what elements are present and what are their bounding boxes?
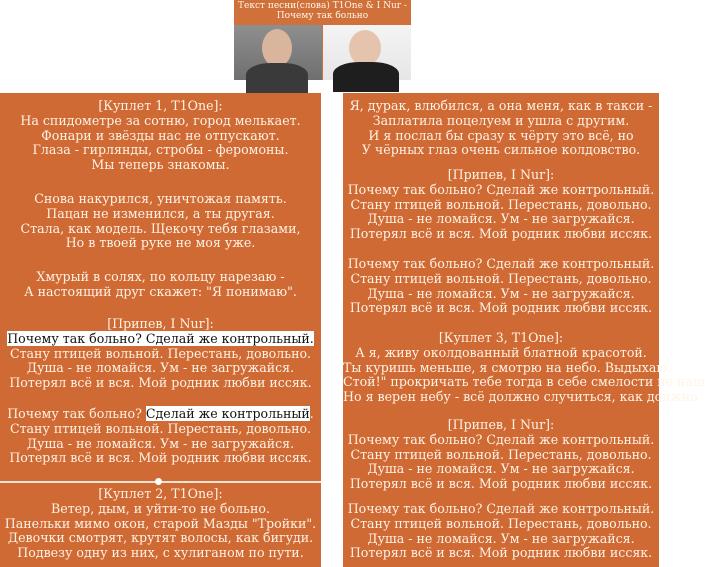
verse-line: Но в твоей руке не моя уже. (65, 235, 256, 251)
verse-line: Снова накурился, уничтожая память. (34, 191, 287, 206)
verse-line: У чёрных глаз очень сильное колдовство. (361, 142, 641, 158)
verse-3 (343, 330, 705, 405)
chorus-line: Потерял всё и вся. Мой родник любви иссяк. (349, 300, 653, 316)
chorus-line: Стану птицей вольной. Перестань, довольно. (350, 270, 652, 286)
chorus-line: Душа - не ломайся. Ум - не загружайся. (367, 530, 635, 546)
song-header (234, 0, 411, 80)
chorus-line: Потерял всё и вся. Мой родник любви иссяк. (349, 226, 653, 242)
scroll-dot (155, 478, 162, 485)
verse-1-part-3 (0, 270, 321, 300)
chorus-line: Почему так больно? Сделай же контрольный. (347, 181, 655, 197)
chorus-label: [Припев, I Nur]: (447, 167, 555, 182)
artist-photo-t1one (234, 25, 322, 80)
verse-line: Стой!" прокричать тебе тогда в себе смелости не наш (343, 374, 705, 390)
highlighted-text: Почему так больно? Сделай же контрольный. (7, 330, 314, 346)
lyrics-column-left (0, 93, 321, 567)
verse-line: [Куплет 3, T1One]: (438, 330, 564, 345)
verse-line: Девочки смотрят, крутят волосы, как бигуди. (7, 530, 314, 546)
verse-2-end (343, 99, 659, 158)
verse-line: А я, живу околдованный блатной красотой. (355, 344, 647, 360)
chorus-line: Стану птицей вольной. Перестань, довольно. (9, 420, 312, 436)
artist-photo-i-nur (323, 25, 411, 80)
verse-line: Но я верен небу - всё должно случиться, как должно (343, 389, 698, 405)
chorus-line: Душа - не ломайся. Ум - не загружайся. (26, 360, 295, 376)
verse-line: Я, дурак, влюбился, а она меня, как в такси - (349, 98, 653, 113)
chorus-line: Душа - не ломайся. Ум - не загружайся. (367, 461, 635, 477)
chorus-5 (343, 418, 659, 492)
verse-2 (0, 487, 321, 561)
chorus-1 (0, 317, 321, 391)
verse-line: Пацан не изменился, а ты другая. (46, 205, 275, 221)
chorus-line: Стану птицей вольной. Перестань, довольно. (9, 345, 312, 361)
chorus-label: [Припев, I Nur]: (107, 316, 214, 331)
chorus-line: Почему так больно? Сделай же контрольный. (347, 431, 655, 447)
chorus-line: Почему так больно? Сделай же контрольный. (347, 501, 655, 516)
lyrics-column-right (343, 93, 705, 567)
chorus-label: [Припев, I Nur]: (447, 417, 555, 432)
chorus-line: Потерял всё и вся. Мой родник любви иссяк. (349, 545, 653, 561)
chorus-line: Почему так больно? Сделай же контрольный. (347, 256, 655, 271)
chorus-line: Душа - не ломайся. Ум - не загружайся. (367, 285, 635, 301)
chorus-line: Потерял всё и вся. Мой родник любви иссяк. (9, 375, 312, 391)
verse-line: Подвезу одну из них, с хулиганом по пути. (17, 545, 304, 561)
chorus-line: Потерял всё и вся. Мой родник любви иссяк. (9, 450, 312, 466)
verse-line: Мы теперь знакомы. (91, 157, 230, 173)
verse-line: А настоящий друг скажет: "Я понимаю". (24, 283, 297, 299)
chorus-line-suffix: . (309, 406, 314, 421)
verse-line: Хмурый в солях, по кольцу нарезаю - (36, 269, 285, 284)
verse-line: Заплатила поцелуем и ушла с другим. (372, 112, 630, 128)
verse-line: Фонари и звёзды нас не отпускают. (41, 127, 280, 143)
verse-line: На спидометре за сотню, город мелькает. (20, 112, 301, 128)
verse-line: Ветер, дым, и уйти-то не больно. (51, 500, 270, 516)
chorus-2 (0, 407, 321, 466)
highlighted-text: Сделай же контрольный (145, 406, 310, 421)
song-title: Текст песни(слова) T1One & I Nur - Почему так больно (238, 1, 407, 21)
chorus-3 (343, 168, 659, 242)
verse-1 (0, 99, 321, 173)
chorus-line-prefix: Почему так больно? (7, 406, 146, 421)
chorus-line: Стану птицей вольной. Перестань, довольно. (350, 515, 652, 531)
verse-line: Глаза - гирлянды, стробы - феромоны. (32, 142, 289, 158)
chorus-line: Стану птицей вольной. Перестань, довольно. (350, 446, 652, 462)
verse-line: [Куплет 1, T1One]: (98, 98, 223, 113)
verse-line: [Куплет 2, T1One]: (98, 486, 223, 501)
verse-line: Ты куришь меньше, я смотрю на небо. Выдыхаю. (343, 359, 672, 375)
chorus-6 (343, 502, 659, 561)
verse-line: Панельки мимо окон, старой Мазды "Тройки". (4, 515, 317, 531)
verse-line: Стала, как модель. Щекочу тебя глазами, (20, 220, 301, 236)
chorus-4 (343, 257, 659, 316)
chorus-line: Стану птицей вольной. Перестань, довольно. (350, 196, 652, 212)
verse-line: И я послал бы сразу к чёрту это всё, но (368, 127, 634, 143)
chorus-line: Душа - не ломайся. Ум - не загружайся. (26, 435, 295, 451)
verse-1-part-2 (0, 192, 321, 251)
chorus-line: Душа - не ломайся. Ум - не загружайся. (367, 211, 635, 227)
chorus-line: Потерял всё и вся. Мой родник любви иссяк. (349, 476, 653, 492)
